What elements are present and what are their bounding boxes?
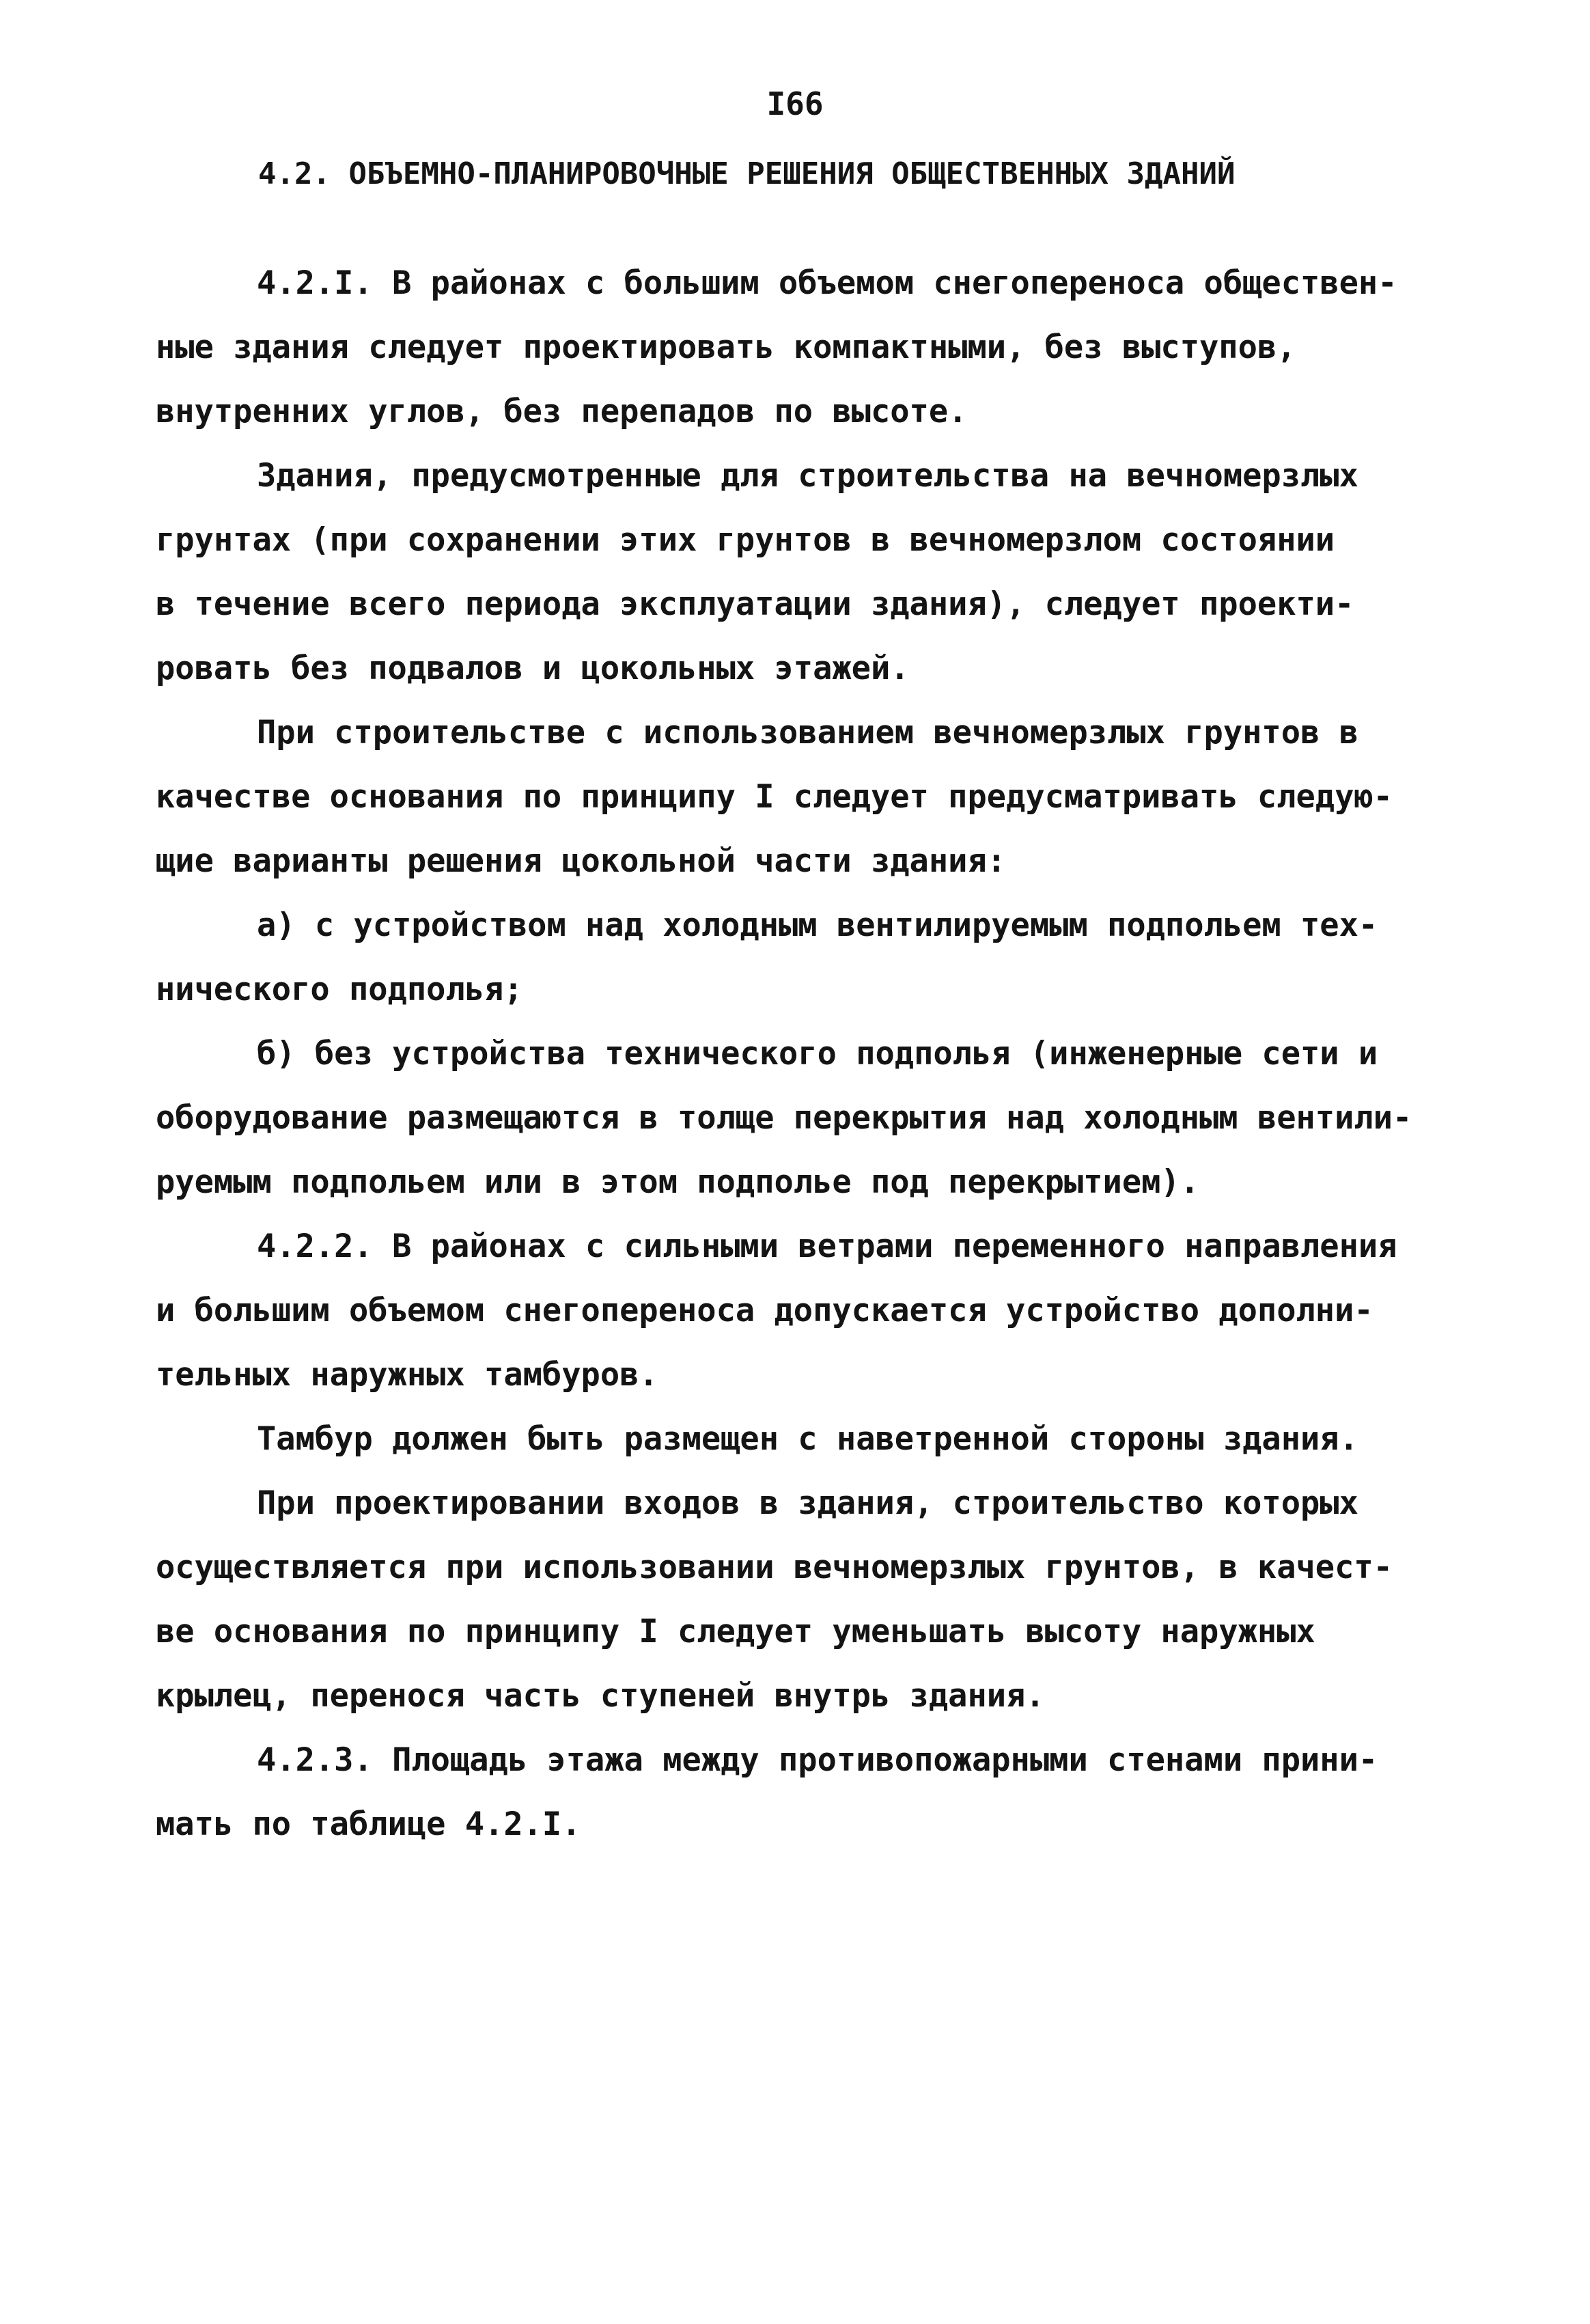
text-line: а) с устройством над холодным вентилируемым подпольем тех- [257, 907, 1378, 944]
text-line: тельных наружных тамбуров. [156, 1356, 658, 1394]
page-number: I66 [766, 85, 824, 122]
text-line: При строительстве с использованием вечномерзлых грунтов в [257, 714, 1358, 751]
text-line: При проектировании входов в здания, строительство которых [257, 1484, 1358, 1522]
text-line: Тамбур должен быть размещен с наветренной стороны здания. [257, 1420, 1358, 1458]
text-line: качестве основания по принципу I следует предусматривать следую- [156, 778, 1393, 816]
text-line: ровать без подвалов и цокольных этажей. [156, 650, 910, 687]
text-line: крылец, перенося часть ступеней внутрь здания. [156, 1677, 1045, 1715]
text-line: осуществляется при использовании вечномерзлых грунтов, в качест- [156, 1549, 1393, 1586]
text-line: грунтах (при сохранении этих грунтов в вечномерзлом состоянии [156, 521, 1335, 559]
text-line: щие варианты решения цокольной части здания: [156, 842, 1007, 880]
text-line: ные здания следует проектировать компактными, без выступов, [156, 329, 1296, 366]
text-line: 4.2.3. Площадь этажа между противопожарными стенами прини- [257, 1741, 1378, 1779]
text-line: оборудование размещаются в толще перекрытия над холодным вентили- [156, 1099, 1412, 1137]
text-line: Здания, предусмотренные для строительства на вечномерзлых [257, 457, 1358, 495]
text-line: в течение всего периода эксплуатации здания), следует проекти- [156, 585, 1354, 623]
text-line: руемым подпольем или в этом подполье под перекрытием). [156, 1163, 1200, 1201]
text-line: и большим объемом снегопереноса допускается устройство дополни- [156, 1292, 1373, 1329]
text-line: мать по таблице 4.2.I. [156, 1806, 581, 1843]
text-line: б) без устройства технического подполья (инженерные сети и [257, 1035, 1378, 1073]
text-line: 4.2.I. В районах с большим объемом снегопереноса обществен- [257, 264, 1397, 302]
text-line: 4.2.2. В районах с сильными ветрами переменного направления [257, 1228, 1397, 1265]
body-text [156, 251, 1467, 1857]
text-line: нического подполья; [156, 971, 523, 1008]
text-line: ве основания по принципу I следует уменьшать высоту наружных [156, 1613, 1315, 1650]
text-line: внутренних углов, без перепадов по высоте. [156, 393, 968, 430]
section-title: 4.2. ОБЪЕМНО-ПЛАНИРОВОЧНЫЕ РЕШЕНИЯ ОБЩЕСТВЕННЫХ ЗДАНИЙ [258, 156, 1236, 191]
